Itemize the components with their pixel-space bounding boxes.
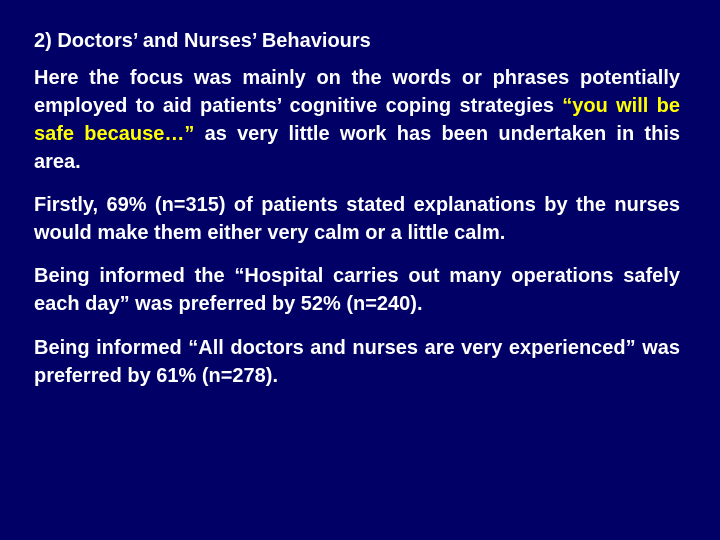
slide-content <box>34 28 680 390</box>
paragraph-focus-text: Here the focus was mainly on the words or phrases potentially employed to aid patients’ cognitive coping strategies <box>34 67 680 117</box>
paragraph-focus-text-end: as very little work has been undertaken in this area. <box>34 123 680 173</box>
paragraph-explanations: Firstly, 69% (n=315) of patients stated explanations by the nurses would make them either very calm or a little calm. <box>34 194 680 244</box>
paragraph-staff-experience: Being informed “All doctors and nurses are very experienced” was preferred by 61% (n=278). <box>34 337 680 387</box>
slide-title: 2) Doctors’ and Nurses’ Behaviours <box>34 30 371 52</box>
highlighted-quote: “you will be safe because…” <box>34 95 680 145</box>
paragraph-focus <box>34 64 680 176</box>
paragraph-hospital-safety: Being informed the “Hospital carries out many operations safely each day” was preferred by 52% (n=240). <box>34 265 680 315</box>
